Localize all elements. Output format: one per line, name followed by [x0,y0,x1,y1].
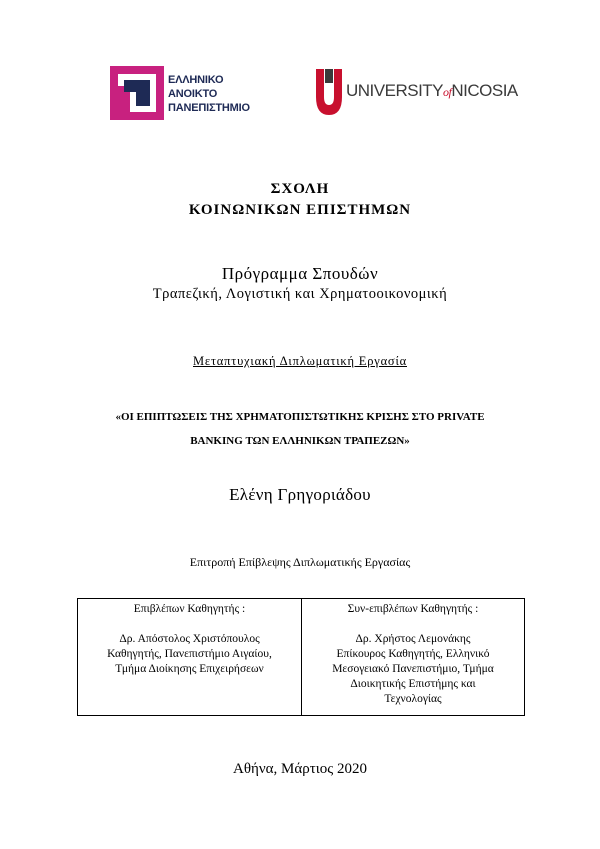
supervisor-cell [78,599,301,715]
unic-shield-icon [316,69,342,115]
thesis-type: Μεταπτυχιακή Διπλωματική Εργασία [193,354,407,368]
program-name: Τραπεζική, Λογιστική και Χρηματοοικονομική [152,286,448,302]
co-supervisor-cell [301,599,524,715]
hou-wordmark [168,73,250,115]
co-supervisor-line: Μεσογειακό Πανεπιστήμιο, Τμήμα [332,663,494,675]
university-of-nicosia-logo [316,69,518,117]
co-supervisor-line: Διοικητικής Επιστήμης και [350,678,476,690]
committee-heading: Επιτροπή Επίβλεψης Διπλωματικής Εργασίας [189,555,411,569]
place-date: Αθήνα, Μάρτιος 2020 [233,761,367,777]
hou-emblem-icon [110,66,164,120]
school-line-2: ΚΟΙΝΩΝΙΚΩΝ ΕΠΙΣΤΗΜΩΝ [188,202,412,218]
hou-line-3: ΠΑΝΕΠΙΣΤΗΜΙΟ [168,102,250,114]
supervisor-line: Δρ. Απόστολος Χριστόπουλος [119,633,260,645]
co-supervisor-line: Δρ. Χρήστος Λεμονάκης [355,633,471,645]
program-title: Πρόγραμμα Σπουδών [221,264,379,283]
supervisor-line: Καθηγητής, Πανεπιστήμιο Αιγαίου, [107,648,272,660]
thesis-title-line-2: BANKING ΤΩΝ ΕΛΛΗΝΙΚΩΝ ΤΡΑΠΕΖΩΝ» [190,435,410,447]
unic-of: of [443,85,452,99]
unic-prefix: UNIVERSITY [346,81,444,100]
supervisor-line: Τμήμα Διοίκησης Επιχειρήσεων [115,663,264,675]
supervisor-label: Επιβλέπων Καθηγητής : [133,603,246,615]
committee-table [77,598,525,716]
co-supervisor-label: Συν-επιβλέπων Καθηγητής : [347,603,479,615]
hou-line-2: ΑΝΟΙΚΤΟ [168,88,218,100]
school-line-1: ΣΧΟΛΗ [270,181,330,197]
co-supervisor-line: Επίκουρος Καθηγητής, Ελληνικό [336,648,490,660]
thesis-title [0,405,600,453]
school-heading [0,179,600,221]
author-name: Ελένη Γρηγοριάδου [229,485,371,504]
hou-line-1: ΕΛΛΗΝΙΚΟ [168,74,224,86]
hellenic-open-university-logo [110,66,270,120]
thesis-title-line-1: «ΟΙ ΕΠΙΠΤΩΣΕΙΣ ΤΗΣ ΧΡΗΜΑΤΟΠΙΣΤΩΤΙΚΗΣ ΚΡΙΣΗΣ ΣΤΟ PRIVATE [115,411,485,423]
unic-wordmark [346,81,518,101]
unic-suffix: NICOSIA [451,81,518,100]
co-supervisor-line: Τεχνολογίας [384,693,442,705]
